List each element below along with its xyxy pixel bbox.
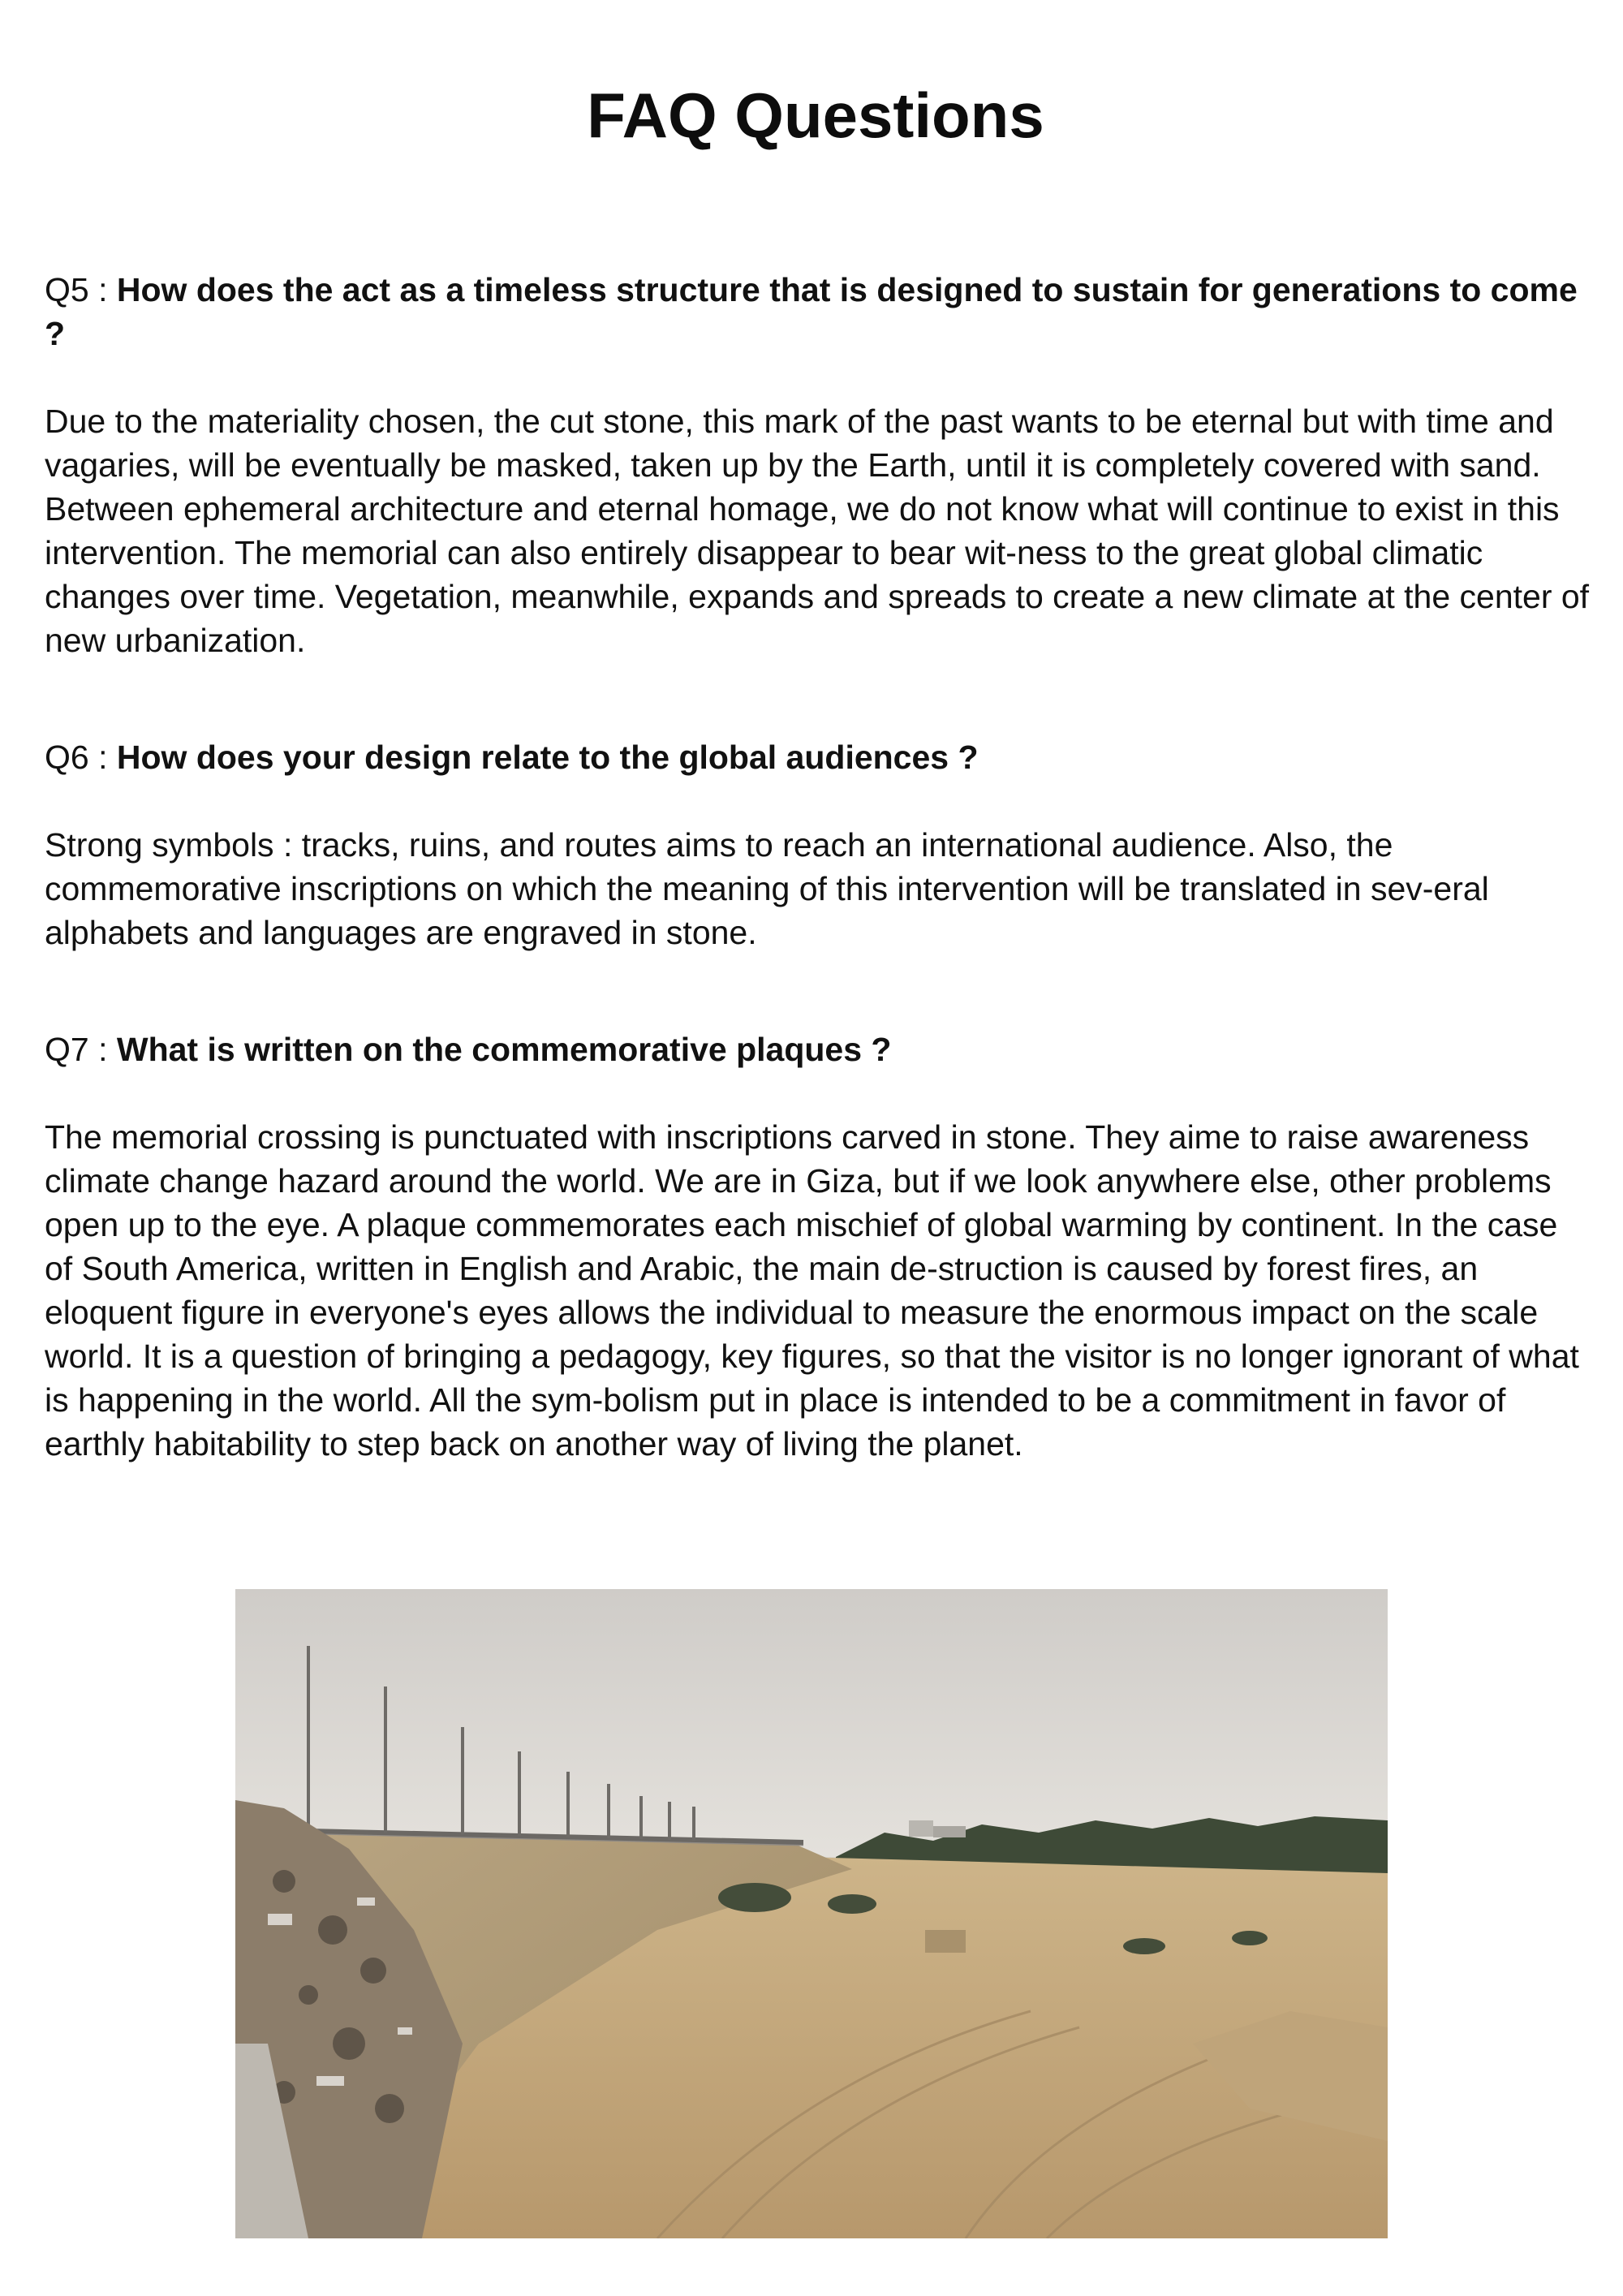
faq-question	[45, 735, 1591, 779]
desert-landscape-photo	[235, 1589, 1388, 2238]
question-text: What is written on the commemorative plaques ?	[116, 1031, 892, 1068]
question-text: How does your design relate to the global audiences ?	[116, 739, 979, 776]
faq-question	[45, 1027, 1591, 1071]
faq-item-q7	[45, 1027, 1591, 1466]
question-text: How does the act as a timeless structure that is designed to sustain for generations to come ?	[45, 271, 1578, 352]
question-label: Q6 :	[45, 739, 108, 776]
faq-item-q5	[45, 268, 1591, 662]
desert-landscape-illustration	[235, 1589, 1388, 2238]
question-label: Q5 :	[45, 271, 108, 308]
faq-answer: Due to the materiality chosen, the cut stone, this mark of the past wants to be eternal but with time and vagaries, will be eventually be masked, taken up by the Earth, until it is completely covered with sand. Between ephemeral architecture and eternal homage, we do not know what will continue to exist in this intervention. The memorial can also entirely disappear to bear wit-ness to the great global climatic changes over time. Vegetation, meanwhile, expands and spreads to create a new climate at the center of new urbanization.	[45, 403, 1590, 659]
faq-item-q6	[45, 735, 1591, 954]
faq-question	[45, 268, 1591, 355]
faq-answer: Strong symbols : tracks, ruins, and routes aims to reach an international audience. Also, the commemorative inscriptions on which the meaning of this intervention will be translated in sev-eral alphabets and languages are engraved in stone.	[45, 826, 1489, 951]
page-title: FAQ Questions	[587, 80, 1044, 151]
faq-answer: The memorial crossing is punctuated with inscriptions carved in stone. They aime to raise awareness climate change hazard around the world. We are in Giza, but if we look anywhere else, other problems open up to the eye. A plaque commemorates each mischief of global warming by continent. In the case of South America, written in English and Arabic, the main de-struction is caused by forest fires, an eloquent figure in everyone's eyes allows the individual to measure the enormous impact on the scale world. It is a question of bringing a pedagogy, key figures, so that the visitor is no longer ignorant of what is happening in the world. All the sym-bolism put in place is intended to be a commitment in favor of earthly habitability to step back on another way of living the planet.	[45, 1118, 1579, 1462]
question-label: Q7 :	[45, 1031, 108, 1068]
faq-content	[45, 268, 1591, 1466]
